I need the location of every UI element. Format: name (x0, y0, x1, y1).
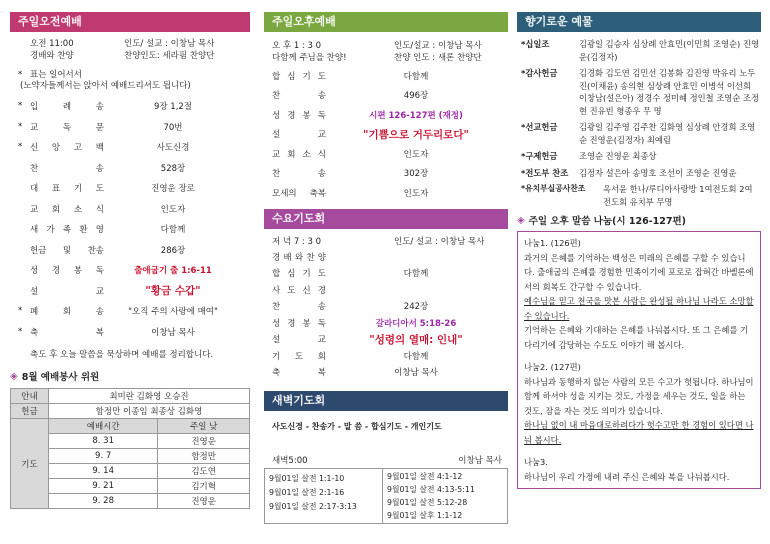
order-label: 폐 회 송 (30, 307, 104, 318)
sharing-3-a: 하나님이 우리 가정에 내려 주신 은혜와 복을 나눠봅시다. (524, 471, 730, 482)
order-row (10, 199, 250, 220)
order-value: 다함께 (403, 71, 429, 82)
offering-type: *십일조 (521, 39, 550, 49)
order-row (264, 183, 508, 203)
order-value: 갈라디아서 5:18-26 (375, 318, 457, 329)
star-mark: * (18, 101, 23, 112)
order-value: 302장 (403, 169, 429, 180)
order-label: 찬 송 (272, 91, 326, 102)
order-value: 다함께 (160, 225, 186, 236)
order-label: 설 교 (30, 286, 104, 297)
order-label: 입 례 송 (30, 102, 104, 113)
order-label: 성 경 봉 독 (272, 318, 326, 329)
col-date: 예배시간 (49, 419, 158, 434)
offering-row (521, 38, 759, 63)
order-label: 사 도 신 경 (272, 285, 326, 296)
order-label: 대 표 기 도 (30, 184, 104, 195)
order-label: 축 복 (272, 368, 326, 379)
order-label: 교 회 소 식 (30, 204, 104, 215)
order-row (264, 315, 508, 332)
list-item: 9월01일 살전 4:1-12 (387, 471, 463, 481)
offering-row (521, 183, 759, 208)
afternoon-praise: 다함께 주님을 찬양! (272, 53, 347, 63)
list-item: 9월01일 살후 1:1-12 (387, 510, 463, 520)
offering-names: 김광일 김주영 김주찬 김화영 심상례 안경희 조영순 진영운(김정자) 최예림 (579, 122, 756, 145)
list-item: 9월01일 살전 1:1-10 (269, 473, 345, 483)
col-time: 주일 낮 (158, 419, 250, 434)
star-mark: * (18, 121, 23, 132)
volunteers-title: 8월 예배봉사 위원 (21, 372, 100, 383)
order-label: 성 경 봉 독 (30, 266, 104, 277)
wednesday-title: 수요기도회 (264, 209, 508, 229)
sharing-1-c: 기억하는 은혜와 기대하는 은혜를 나눠봅시다. 또 그 은혜를 기다리기에 감당하는 수도도 이야기 해 봅시다. (524, 325, 749, 350)
morning-time: 오전 11:00 (30, 39, 74, 49)
order-value: 사도신경 (156, 143, 190, 154)
table-row: 9. 21 김기혁 (11, 479, 250, 494)
order-label: 헌금 및 찬송 (30, 245, 104, 256)
order-label: 모세의 축복 (272, 188, 326, 199)
order-value: 인도자 (160, 204, 186, 215)
order-row (264, 105, 508, 125)
diamond-icon: ◈ (10, 370, 18, 382)
afternoon-time: 오 후 1 : 3 0 (272, 41, 322, 51)
sharing-1-a: 과거의 은혜를 기억하는 백성은 미래의 은혜를 구할 수 있습니다. 출애굽의 은혜를 경험한 민족이기에 포로로 잡혀간 바벨론에서의 회복도 간구할 수 있습니다. (524, 252, 754, 292)
star-mark: * (18, 142, 23, 153)
order-row (10, 137, 250, 158)
order-label: 찬 송 (30, 163, 104, 174)
order-row (10, 322, 250, 343)
sharing-3-head: 나눔3. (524, 457, 548, 467)
order-label: 교 회 소 식 (272, 149, 326, 160)
offering-names: 조영순 진영운 최종상 (579, 151, 657, 161)
order-row (264, 66, 508, 86)
diamond-icon: ◈ (517, 214, 525, 226)
afternoon-praise-leader: 찬양 인도 : 새론 찬양단 (394, 53, 482, 63)
order-label: 신 앙 고 백 (30, 143, 104, 154)
order-row (10, 240, 250, 261)
order-value: 출애굽기 출 1:6-11 (134, 266, 212, 277)
order-value: 진영운 장로 (151, 184, 195, 195)
offering-row (521, 167, 759, 180)
morning-service: 주일오전예배 오전 11:00 인도/ 설교 : 이창남 목사 경배와 찬양 찬양인도: 세라핌 찬양단 * 표는 일어서서 (노약자들께서는 앉아서 예배드리셔도 됩니다) * 입 례 송 9장 1,2절 * 교 독 문 70번 * 신 앙 고 백 사도신경 찬 송 528장 대 표 기 도 진영운 장로 교 회 소 식 인도자 새 가 족 환 영 다함께 헌금 및 찬송 286장 성 경 봉 독 출애굽기 출 1:6-11 설 교 "황금 수갑" * 폐 회 송 "오직 주의 사랑에 매여" * 축 복 이창남 목사 축도 후 오늘 말씀을 묵상하며 예배를 정리합니다. ◈ 8월 예배봉사 위원 안내 최미란 김화영 오승진 헌금 함정만 이종임 최종상 김화영 기도 예배시간 주일 낮 8. 31 진영운 9. 7 함정만 9. 14 김도연 9. 21 김기혁 9. 28 진영운 (10, 12, 250, 509)
order-value: "오직 주의 사랑에 매여" (128, 307, 218, 318)
list-item: 9월01일 살전 2:1-16 (269, 487, 345, 497)
order-value: 496장 (403, 91, 429, 102)
order-label: 축 복 (30, 327, 104, 338)
morning-title: 주일오전예배 (10, 12, 250, 32)
sharing-title: 주일 오후 말씀 나눔(시 126-127편) (528, 216, 686, 227)
order-row (264, 298, 508, 315)
order-value: 이창남 목사 (394, 368, 438, 379)
order-label: 찬 송 (272, 302, 326, 313)
order-value: 인도자 (403, 188, 429, 199)
order-label: 교 독 문 (30, 122, 104, 133)
order-row (10, 260, 250, 281)
order-row (264, 249, 508, 266)
dawn-title: 새벽기도회 (264, 391, 508, 411)
order-row (10, 178, 250, 199)
order-row (264, 348, 508, 365)
sharing-1-head: 나눔1. (126편) (524, 238, 581, 248)
order-value: 242장 (403, 302, 429, 313)
afternoon-order (264, 66, 508, 203)
order-row (264, 282, 508, 299)
order-value: 다함께 (403, 269, 429, 280)
order-label: 경 배 와 찬 양 (272, 252, 326, 263)
order-row (264, 86, 508, 106)
offering-row (521, 150, 759, 163)
order-row (10, 96, 250, 117)
order-row (10, 219, 250, 240)
order-label: 성 경 봉 독 (272, 110, 326, 121)
sharing-2-a: 하나님과 동행하지 않는 사람의 모든 수고가 헛됩니다. 하나님이 함께 하셔야 성을 지키는 것도, 가정을 세우는 것도, 일을 하는 것도, 잠을 자는 것도 의미가 있습니다. (524, 376, 754, 416)
morning-closing: 축도 후 오늘 말씀을 묵상하며 예배를 정리합니다. (30, 350, 214, 360)
sharing-box (517, 231, 761, 489)
list-item: 9월01일 살전 4:13-5:11 (387, 484, 475, 494)
offering-names: 함정만 이종임 최종상 김화영 (49, 404, 250, 419)
star-mark: * (18, 326, 23, 337)
wednesday-time: 저 녁 7 : 3 0 (272, 236, 322, 247)
order-row (10, 158, 250, 179)
offering-names: 김정자 설은아 송명호 조선이 조영순 진영운 (579, 167, 737, 178)
wednesday-leader: 인도/ 설교 : 이창남 목사 (394, 236, 485, 247)
order-row (264, 125, 508, 145)
offering-names: 옥서윤 한나/루디아사랑방 1여전도회 2여전도회 유치부 무명 (603, 184, 753, 207)
star-mark: * (18, 306, 23, 317)
dawn-order: 사도신경 - 찬송가 - 말 씀 - 합심기도 - 개인기도 (272, 421, 442, 431)
offering-names: 김광일 김승자 심상례 안효민(이민희 조영순) 진영운(김정자) (579, 39, 759, 62)
table-row: 9. 7 함정만 (11, 449, 250, 464)
order-row (264, 265, 508, 282)
order-value: 다함께 (403, 351, 429, 362)
sharing-2-head: 나눔2. (127편) (524, 362, 581, 372)
order-label: 새 가 족 환 영 (30, 225, 104, 236)
offering-type: *선교헌금 (521, 122, 558, 132)
stand-note-2: (노약자들께서는 앉아서 예배드리셔도 됩니다) (20, 81, 191, 91)
order-value: 이창남 목사 (151, 327, 195, 338)
order-row (10, 281, 250, 302)
table-row: 9. 28 진영운 (11, 494, 250, 509)
order-value: 9장 1,2절 (153, 102, 193, 113)
order-value: 인도자 (403, 149, 429, 160)
stand-note: 표는 일어서서 (30, 70, 82, 80)
order-value: "황금 수갑" (145, 285, 201, 298)
offerings-title: 향기로운 예물 (517, 12, 761, 32)
order-row (264, 331, 508, 348)
prayer-label: 기도 (11, 419, 49, 509)
order-value: 286장 (160, 245, 186, 256)
dawn-leader: 이창남 목사 (458, 455, 502, 466)
offering-type: *유치부실공사찬조 (521, 184, 586, 193)
offering-row (521, 121, 759, 146)
morning-leader: 인도/ 설교 : 이창남 목사 (124, 39, 215, 49)
offering-row (521, 67, 759, 117)
morning-order (10, 96, 250, 342)
offerings-section (517, 12, 761, 489)
sharing-2-b: 하나님 없이 내 마음대로하려다가 헛수고만 한 경험이 있다면 나눠 봅시다. (524, 420, 754, 445)
order-label: 합 심 기 도 (272, 71, 326, 82)
offerings-list (517, 32, 761, 208)
guide-label: 안내 (11, 389, 49, 404)
order-value: "성령의 열매: 인내" (369, 333, 463, 346)
order-value: 70번 (163, 122, 183, 133)
order-value: 528장 (160, 163, 186, 174)
guide-names: 최미란 김화영 오승진 (49, 389, 250, 404)
morning-praise: 경배와 찬양 (30, 51, 74, 61)
order-row (264, 164, 508, 184)
wednesday-order (264, 249, 508, 381)
order-label: 찬 송 (272, 169, 326, 180)
offering-names: 김경화 김도연 김민선 김봉화 김진영 박유리 노두진(이채윤) 송의현 심상례 안효민 이병석 이선희 이창남(설은아) 정경수 정미혜 정인철 조영순 조정현 진유빈 형종우 무 명 (579, 68, 759, 116)
order-label: 설 교 (272, 335, 326, 346)
order-label: 합 심 기 도 (272, 269, 326, 280)
order-row (264, 144, 508, 164)
order-row (264, 364, 508, 381)
offering-type: *구제헌금 (521, 151, 558, 161)
dawn-time: 새벽5:00 (272, 455, 308, 466)
afternoon-title: 주일오후예배 (264, 12, 508, 32)
offering-label: 헌금 (11, 404, 49, 419)
offering-type: *전도부 찬조 (521, 167, 569, 178)
morning-praise-leader: 찬양인도: 세라핌 찬양단 (124, 51, 215, 61)
dawn-schedule (264, 468, 508, 524)
order-row (10, 117, 250, 138)
table-row: 8. 31 진영운 (11, 434, 250, 449)
order-label: 기 도 회 (272, 351, 326, 362)
order-value: "기쁨으로 거두리로다" (363, 128, 469, 141)
volunteers-table (10, 388, 250, 509)
order-row (10, 301, 250, 322)
table-row: 9. 14 김도연 (11, 464, 250, 479)
afternoon-service (264, 12, 508, 524)
sharing-1-b: 예수님을 믿고 천국을 맛본 사람은 완성될 하나님 나라도 소망할 수 있습니다. (524, 296, 754, 321)
offering-type: *감사헌금 (521, 68, 558, 78)
order-label: 설 교 (272, 130, 326, 141)
order-value: 시편 126-127편 (재정) (369, 110, 463, 121)
list-item: 9월01일 살전 2:17-3:13 (269, 501, 357, 511)
afternoon-leader: 인도/설교 : 이창남 목사 (394, 41, 482, 51)
list-item: 9월01일 살전 5:12-28 (387, 497, 468, 507)
